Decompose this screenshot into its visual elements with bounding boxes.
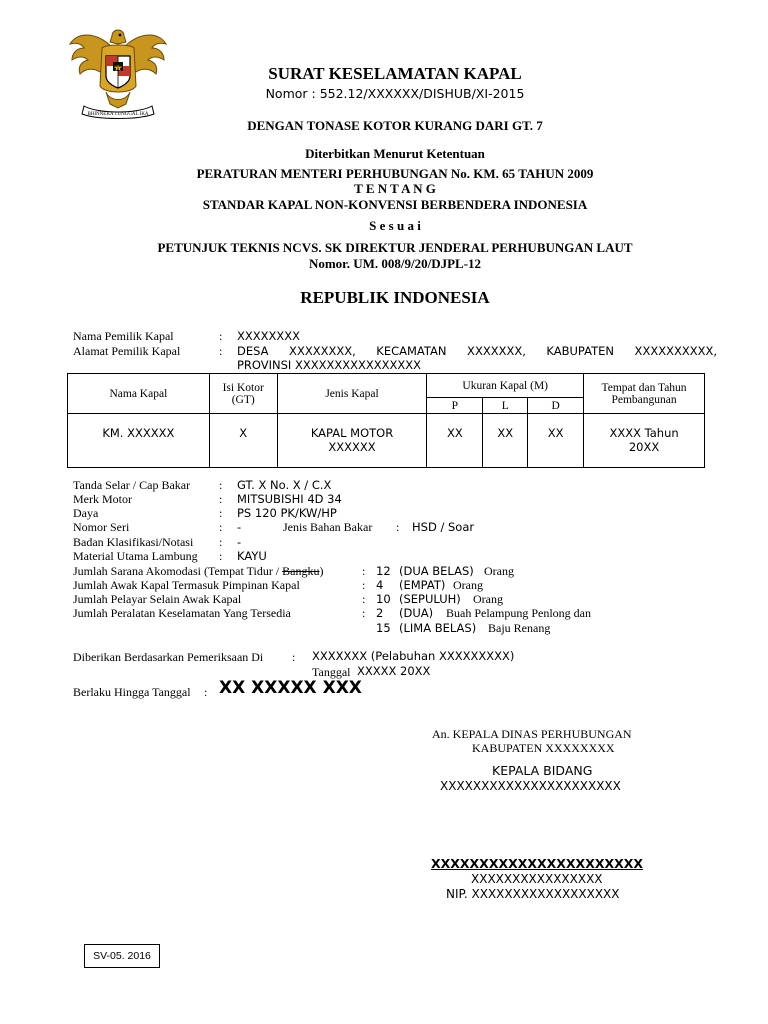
lifejacket-words: (LIMA BELAS) xyxy=(399,621,477,635)
classification-value: - xyxy=(237,535,242,549)
accommodation-number: 12 xyxy=(376,564,391,578)
build-line1: XXXX Tahun xyxy=(609,426,679,440)
hull-material-value: KAYU xyxy=(237,549,267,563)
owner-address-label: Alamat Pemilik Kapal xyxy=(73,344,181,358)
technical-guide-line: PETUNJUK TEKNIS NCVS. SK DIREKTUR JENDERAL PERHUBUNGAN LAUT xyxy=(157,240,633,255)
on-behalf-line: An. KEPALA DINAS PERHUBUNGAN xyxy=(432,727,632,741)
serial-label: Nomor Seri xyxy=(73,520,130,534)
colon: : xyxy=(219,344,223,358)
serial-value: - xyxy=(237,520,242,534)
header-build-line1: Tempat dan Tahun xyxy=(601,381,687,394)
owner-address-line1: DESA XXXXXXXX, KECAMATAN XXXXXXX, KABUPATEN XXXXXXXXXX, xyxy=(237,344,717,358)
accommodation-label-struck: Bangku xyxy=(282,564,320,578)
header-depth: D xyxy=(528,398,584,414)
tentang-line: T E N T A N G xyxy=(354,181,436,196)
document-number: Nomor : 552.12/XXXXXX/DISHUB/XI-2015 xyxy=(265,86,525,101)
safety-equipment-label: Jumlah Peralatan Keselamatan Yang Tersedia xyxy=(73,606,291,620)
lifebuoy-number: 2 xyxy=(376,606,384,620)
valid-until-value: XX XXXXX XXX xyxy=(219,678,362,698)
signer-rank: XXXXXXXXXXXXXXXX xyxy=(471,872,603,886)
cell-depth: XX xyxy=(528,414,584,468)
accommodation-label xyxy=(73,564,324,579)
colon: : xyxy=(219,329,223,343)
header-ship-type: Jenis Kapal xyxy=(277,374,427,414)
colon: : xyxy=(219,506,223,520)
inspection-place-label: Diberikan Berdasarkan Pemeriksaan Di xyxy=(73,650,264,664)
colon: : xyxy=(219,492,223,506)
owner-name-label: Nama Pemilik Kapal xyxy=(73,329,174,343)
colon: : xyxy=(362,592,366,606)
signer-name: XXXXXXXXXXXXXXXXXXXXXX xyxy=(431,856,644,871)
header-ship-name: Nama Kapal xyxy=(68,374,210,414)
owner-name-value: XXXXXXXX xyxy=(237,329,301,343)
hull-material-label: Material Utama Lambung xyxy=(73,549,198,563)
header-build-line2: Pembangunan xyxy=(611,393,677,406)
crew-number: 4 xyxy=(376,578,384,592)
colon: : xyxy=(362,564,366,578)
cell-width: XX xyxy=(483,414,528,468)
signer-nip: NIP. XXXXXXXXXXXXXXXXXX xyxy=(446,887,620,901)
division-head-title: KEPALA BIDANG xyxy=(492,763,593,778)
owner-address-line2: PROVINSI XXXXXXXXXXXXXXXX xyxy=(237,358,422,372)
power-value: PS 120 PK/KW/HP xyxy=(237,506,337,520)
selar-value: GT. X No. X / C.X xyxy=(237,478,332,492)
build-line2: 20XX xyxy=(628,440,660,454)
engine-make-label: Merk Motor xyxy=(73,492,132,506)
inspection-place-value: XXXXXXX (Pelabuhan XXXXXXXXX) xyxy=(312,649,515,663)
ship-type-line1: KAPAL MOTOR xyxy=(310,426,394,440)
fuel-value: HSD / Soar xyxy=(412,520,475,534)
svg-text:BHINNEKA TUNGGAL IKA: BHINNEKA TUNGGAL IKA xyxy=(87,112,149,117)
header-gross-tonnage xyxy=(209,374,277,414)
accommodation-label-a: Jumlah Sarana Akomodasi (Tempat Tidur / xyxy=(73,564,283,578)
lifebuoy-unit: Buah Pelampung Penlong dan xyxy=(446,606,591,620)
ship-type-line2: XXXXXX xyxy=(328,440,376,454)
colon: : xyxy=(219,549,223,563)
passenger-number: 10 xyxy=(376,592,391,606)
classification-label: Badan Klasifikasi/Notasi xyxy=(73,535,194,549)
um-number-line: Nomor. UM. 008/9/20/DJPL-12 xyxy=(308,256,482,271)
crew-unit: Orang xyxy=(453,578,483,592)
valid-until-label: Berlaku Hingga Tanggal xyxy=(73,685,191,699)
header-gt-line1: Isi Kotor xyxy=(222,381,264,394)
inspection-date-label: Tanggal xyxy=(312,665,351,679)
document-title: SURAT KESELAMATAN KAPAL xyxy=(268,64,522,83)
header-build-place-year xyxy=(584,374,705,414)
crew-label: Jumlah Awak Kapal Termasuk Pimpinan Kapal xyxy=(73,578,300,592)
colon: : xyxy=(396,520,400,534)
cell-length: XX xyxy=(427,414,483,468)
regulation-line: PERATURAN MENTERI PERHUBUNGAN No. KM. 65 TAHUN 2009 xyxy=(196,166,594,181)
lifejacket-number: 15 xyxy=(376,621,391,635)
colon: : xyxy=(219,535,223,549)
fuel-label: Jenis Bahan Bakar xyxy=(283,520,373,534)
republic-heading: REPUBLIK INDONESIA xyxy=(300,288,490,307)
accommodation-unit: Orang xyxy=(484,564,514,578)
colon: : xyxy=(362,578,366,592)
ship-particulars-table xyxy=(67,373,705,468)
passenger-label: Jumlah Pelayar Selain Awak Kapal xyxy=(73,592,242,606)
standard-line: STANDAR KAPAL NON-KONVENSI BERBENDERA INDONESIA xyxy=(202,197,588,212)
accommodation-words: (DUA BELAS) xyxy=(399,564,474,578)
lifebuoy-words: (DUA) xyxy=(399,606,434,620)
colon: : xyxy=(219,478,223,492)
colon: : xyxy=(219,520,223,534)
power-label: Daya xyxy=(73,506,99,520)
header-length: P xyxy=(427,398,483,414)
cell-ship-name: KM. XXXXXX xyxy=(68,414,210,468)
cell-build-place-year xyxy=(584,414,705,468)
tonnage-line: DENGAN TONASE KOTOR KURANG DARI GT. 7 xyxy=(247,118,543,133)
inspection-date-value: XXXXX 20XX xyxy=(357,664,431,678)
issued-under-line: Diterbitkan Menurut Ketentuan xyxy=(305,146,485,161)
selar-label: Tanda Selar / Cap Bakar xyxy=(73,478,191,492)
crew-words: (EMPAT) xyxy=(399,578,446,592)
colon: : xyxy=(292,650,296,664)
cell-ship-type xyxy=(277,414,427,468)
lifejacket-unit: Baju Renang xyxy=(488,621,551,635)
engine-make-value: MITSUBISHI 4D 34 xyxy=(237,492,342,506)
division-name: XXXXXXXXXXXXXXXXXXXXXX xyxy=(440,779,621,793)
header-width: L xyxy=(483,398,528,414)
cell-gross-tonnage: X xyxy=(209,414,277,468)
passenger-unit: Orang xyxy=(473,592,503,606)
regency-line: KABUPATEN XXXXXXXX xyxy=(472,741,615,755)
header-gt-line2: (GT) xyxy=(231,393,255,406)
colon: : xyxy=(204,685,208,699)
passenger-words: (SEPULUH) xyxy=(399,592,461,606)
form-code-box: SV-05. 2016 xyxy=(84,944,160,968)
accommodation-label-b: ) xyxy=(319,564,324,578)
header-dimensions: Ukuran Kapal (M) xyxy=(427,374,584,398)
sesuai-line: S e s u a i xyxy=(369,218,421,233)
colon: : xyxy=(362,606,366,620)
